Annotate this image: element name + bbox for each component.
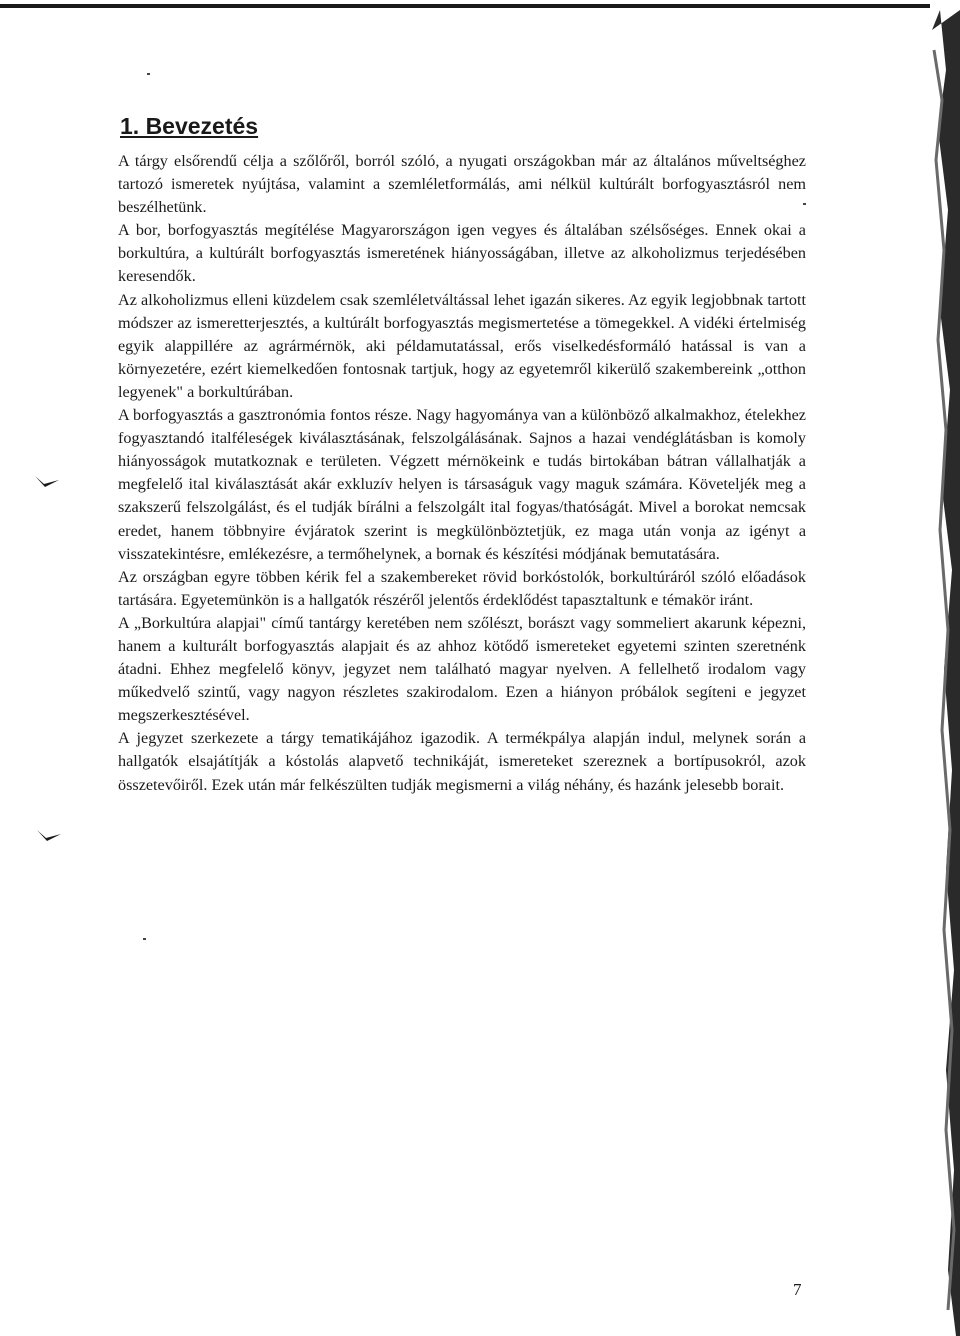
section-heading: 1. Bevezetés xyxy=(120,113,259,139)
scan-speck xyxy=(803,203,806,205)
margin-check-mark xyxy=(34,474,60,488)
scan-speck xyxy=(147,73,150,75)
body-text xyxy=(118,150,806,797)
scan-edge-artifact xyxy=(912,10,960,1336)
top-scan-border xyxy=(0,4,930,8)
paragraph: A bor, borfogyasztás megítélése Magyarországon igen vegyes és általában szélsőséges. Ennek okai a borkultúra, a kultúrált borfogyasztás ismeretének hiányosságában, illetve az alkoholizmus terjedésében keresendők. xyxy=(118,221,806,286)
scan-speck xyxy=(143,938,146,940)
paragraph: A jegyzet szerkezete a tárgy tematikájához igazodik. A termékpálya alapján indul, melynek során a hallgatók elsajátítják a kóstolás alapvető technikáját, ismereteket szereznek a bortípusokról, azok összetevőiről. Ezek után már felkészülten tudják megismerni a világ néhány, és hazánk jelesebb borait. xyxy=(118,729,806,794)
paragraph: A „Borkultúra alapjai" című tantárgy keretében nem szőlészt, borászt vagy sommeliert akarunk képezni, hanem a kulturált borfogyasztás alapjait és az ahhoz kötődő ismereteket egyetemi szinten szeretnénk átadni. Ehhez megfelelő könyv, jegyzet nem található magyar nyelven. A fellelhető irodalom vagy műkedvelő szintű, vagy nagyon részletes szakirodalom. Ezen a hiányon próbálok segíteni e jegyzet megszerkesztésével. xyxy=(118,613,806,725)
paragraph: A tárgy elsőrendű célja a szőlőről, borról szóló, a nyugati országokban már az általános műveltséghez tartozó ismeretek nyújtása, valamint a szemléletformálás, ami nélkül kultúrált borfogyasztásról nem beszélhetünk. xyxy=(118,152,806,217)
paragraph: A borfogyasztás a gasztronómia fontos része. Nagy hagyománya van a különböző alkalmakhoz, ételekhez fogyasztandó italféleségek kiválasztásának, felszolgálásának. Sajnos a hazai vendéglátásban is komoly hiányosságok mutatkoznak e területen. Végzett mérnökeink e tudás birtokában bátran vállalhatják a megfelelő ital kiválasztását akár exkluzív helyen is társaságuk vagy maguk számára. Követeljék meg a szakszerű felszolgálást, és el tudják bírálni a felszolgált ital fogyas/thatóságát. Mivel a borokat nemcsak eredet, hanem többnyire évjáratok szerint is megkülönböztetjük, ez maga után vonja az igényt a visszatekintésre, emlékezésre, a termőhelynek, a bornak és készítési módjának bemutatására. xyxy=(118,406,806,563)
page-number: 7 xyxy=(793,1280,802,1299)
margin-check-mark xyxy=(36,828,62,842)
paragraph: Az alkoholizmus elleni küzdelem csak szemléletváltással lehet igazán sikeres. Az egyik legjobbnak tartott módszer az ismeretterjesztés, a kultúrált borfogyasztás megismertetése a tömegekkel. A vidéki értelmiség egyik alappillére az agrármérnök, aki példamutatással, erős viselkedésformáló hatással is van a környezetére, ezért kiemelkedően fontosnak tartjuk, hogy az egyetemről kikerülő szakembereink „otthon legyenek" a borkultúrában. xyxy=(118,290,806,401)
paragraph: Az országban egyre többen kérik fel a szakembereket rövid borkóstolók, borkultúráról szóló előadások tartására. Egyetemünkön is a hallgatók részéről jelentős érdeklődést tapasztaltunk e témakör iránt. xyxy=(118,567,806,609)
